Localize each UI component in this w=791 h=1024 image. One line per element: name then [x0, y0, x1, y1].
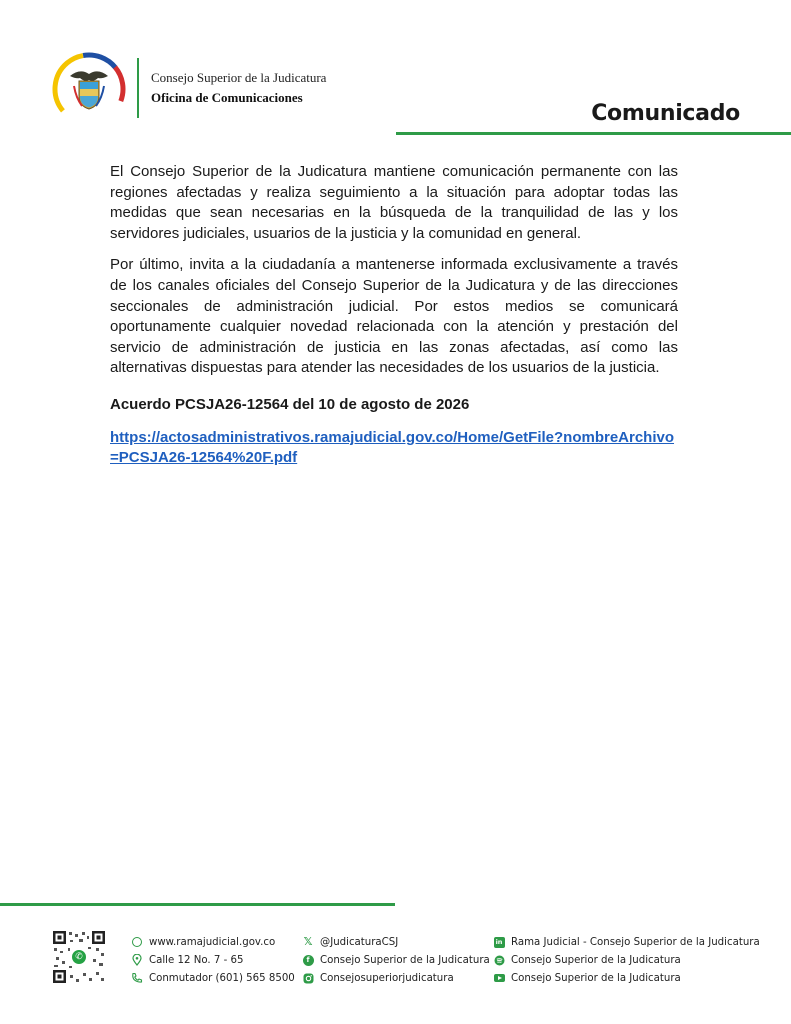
- footer-youtube-text: Consejo Superior de la Judicatura: [511, 972, 681, 984]
- phone-icon: [131, 972, 143, 984]
- footer-phone: [131, 969, 295, 987]
- footer-spotify-link[interactable]: [493, 951, 760, 969]
- footer-phone-text: Conmutador (601) 565 8500: [149, 972, 295, 984]
- footer-spotify-text: Consejo Superior de la Judicatura: [511, 954, 681, 966]
- footer-address-text: Calle 12 No. 7 - 65: [149, 954, 244, 966]
- header-rule: [396, 132, 791, 135]
- footer-x-text: @JudicaturaCSJ: [320, 936, 399, 948]
- paragraph: El Consejo Superior de la Judicatura mantiene comunicación permanente con las regiones afectadas y realiza seguimiento a la situación para adoptar todas las medidas que sean necesarias en la búsqueda de la tranquilidad de las y los servidores judiciales, usuarios de la justicia y la comunidad en general.: [110, 163, 678, 242]
- footer-media-column: [493, 933, 760, 987]
- whatsapp-icon: ✆: [70, 948, 88, 966]
- org-name: Consejo Superior de la Judicatura: [151, 70, 327, 85]
- coat-of-arms-logo: [52, 52, 126, 126]
- footer-facebook-text: Consejo Superior de la Judicatura: [320, 954, 490, 966]
- footer-instagram-link[interactable]: [302, 969, 490, 987]
- linkedin-icon: in: [493, 936, 505, 948]
- location-pin-icon: [131, 954, 143, 966]
- footer-address: [131, 951, 295, 969]
- footer-linkedin-text: Rama Judicial - Consejo Superior de la Judicatura: [511, 936, 760, 948]
- footer-website[interactable]: [131, 933, 295, 951]
- globe-icon: [131, 936, 143, 948]
- footer-website-text: www.ramajudicial.gov.co: [149, 936, 276, 948]
- x-icon: 𝕏: [303, 935, 313, 948]
- footer-social-column: [302, 933, 490, 987]
- document-type-title: Comunicado: [591, 101, 740, 126]
- paragraph: Por último, invita a la ciudadanía a mantenerse informada exclusivamente a través de los canales oficiales del Consejo Superior de la Judicatura y de las direcciones seccionales de administración judicial. Por estos medios se comunicará oportunamente cualquier novedad relacionada con la atención y prestación del servicio de administración de justicia en las zonas afectadas, así como las alternativas dispuestas para atender las necesidades de los usuarios de la justicia.: [110, 256, 678, 377]
- agreement-reference: Acuerdo PCSJA26-12564 del 10 de agosto de 2026: [110, 395, 470, 413]
- footer-youtube-link[interactable]: [493, 969, 760, 987]
- document-body: [110, 162, 678, 469]
- youtube-icon: [493, 972, 505, 984]
- facebook-icon: f: [302, 954, 314, 966]
- footer-rule: [0, 903, 395, 906]
- spotify-icon: [493, 954, 505, 966]
- footer-x-link[interactable]: [302, 933, 490, 951]
- agreement-link[interactable]: https://actosadministrativos.ramajudicial.gov.co/Home/GetFile?nombreArchivo=PCSJA26-12564%20F.pdf: [110, 428, 675, 467]
- office-name: Oficina de Comunicaciones: [151, 90, 303, 105]
- header-divider: [137, 58, 139, 118]
- footer-facebook-link[interactable]: [302, 951, 490, 969]
- footer-instagram-text: Consejosuperiorjudicatura: [320, 972, 454, 984]
- footer-contact-column: [131, 933, 295, 987]
- footer-linkedin-link[interactable]: [493, 933, 760, 951]
- instagram-icon: [302, 972, 314, 984]
